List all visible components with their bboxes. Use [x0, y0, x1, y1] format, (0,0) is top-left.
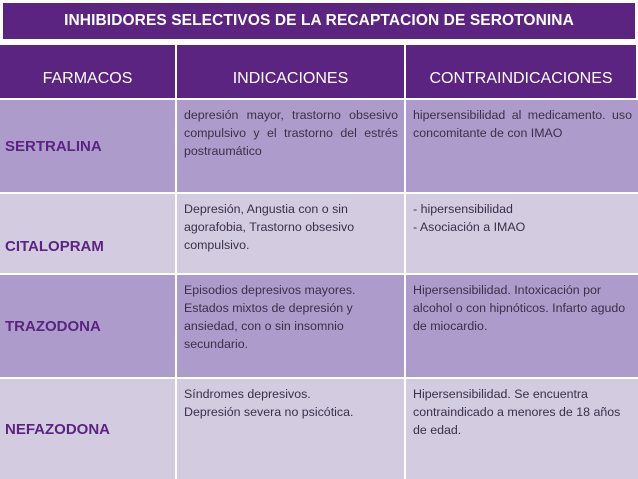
contraindications-nefazodona: Hipersensibilidad. Se encuentra contraindicado a menores de 18 años de edad. — [406, 377, 638, 479]
indications-sertralina: depresión mayor, trastorno obsesivo compulsivo y el trastorno del estrés postraumático — [177, 98, 406, 192]
contraindication-line: - Asociación a IMAO — [413, 220, 526, 234]
drug-name-nefazodona: NEFAZODONA — [0, 377, 177, 479]
contraindications-trazodona: Hipersensibilidad. Intoxicación por alcohol o con hipnóticos. Infarto agudo de miocardio. — [406, 273, 638, 377]
indication-line: Depresión severa no psicótica. — [184, 405, 354, 419]
indications-nefazodona — [177, 377, 406, 479]
drug-name-sertralina: SERTRALINA — [0, 98, 177, 192]
contraindication-line: - hipersensibilidad — [413, 202, 513, 216]
drug-name-trazodona: TRAZODONA — [0, 273, 177, 377]
indications-citalopram: Depresión, Angustia con o sin agorafobia, Trastorno obsesivo compulsivo. — [177, 192, 406, 273]
header-indicaciones: INDICACIONES — [177, 45, 406, 98]
header-farmacos: FARMACOS — [0, 45, 177, 98]
indications-trazodona: Episodios depresivos mayores. Estados mixtos de depresión y ansiedad, con o sin insomnio secundario. — [177, 273, 406, 377]
contraindications-citalopram — [406, 192, 638, 273]
contraindications-sertralina: hipersensibilidad al medicamento. uso concomitante de con IMAO — [406, 98, 638, 192]
drug-table — [0, 45, 638, 479]
indication-line: Síndromes depresivos. — [184, 387, 311, 401]
drug-name-citalopram: CITALOPRAM — [0, 192, 177, 273]
slide-title: INHIBIDORES SELECTIVOS DE LA RECAPTACION DE SEROTONINA — [3, 3, 635, 39]
header-contraindicaciones: CONTRAINDICACIONES — [406, 45, 638, 98]
